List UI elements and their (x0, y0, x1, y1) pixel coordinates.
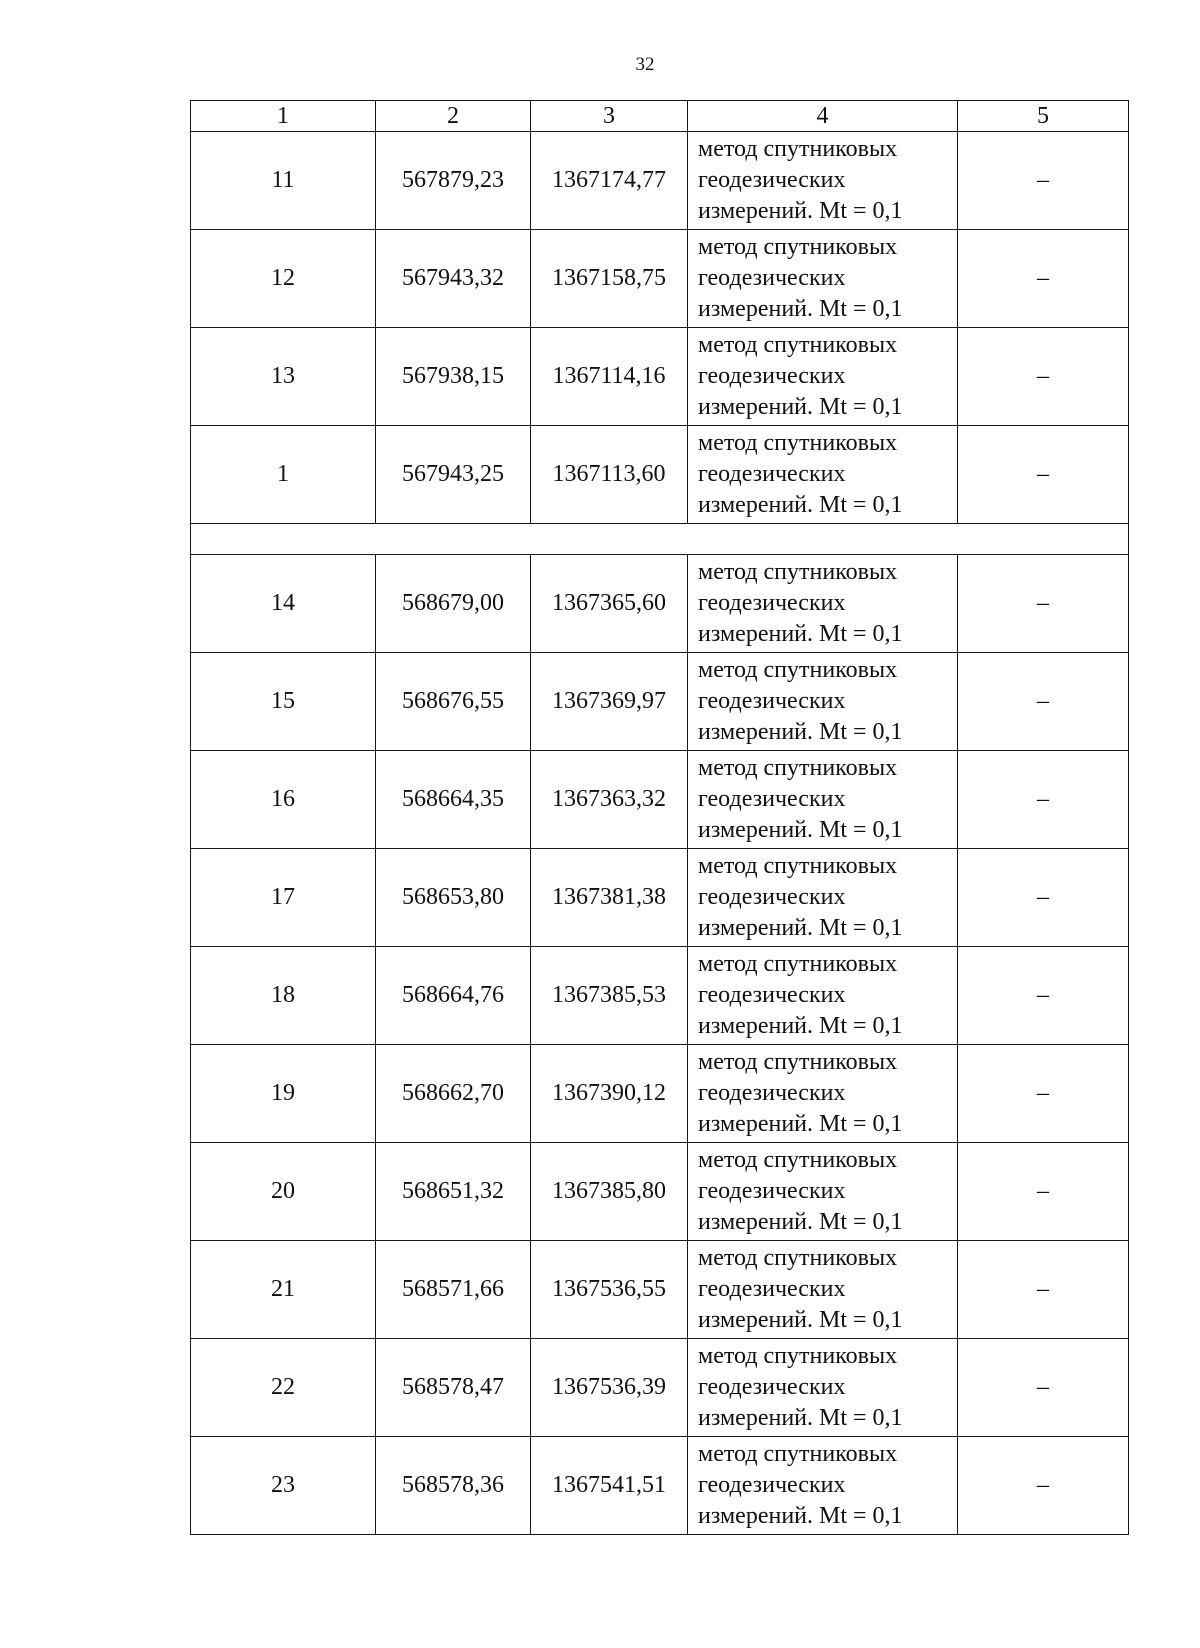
method-cell (688, 555, 958, 653)
x-coordinate-cell: 568664,76 (376, 947, 531, 1045)
x-coordinate-cell: 568662,70 (376, 1045, 531, 1143)
method-cell (688, 751, 958, 849)
method-line: измерений. Mt = 0,1 (698, 1503, 903, 1529)
y-coordinate-cell: 1367369,97 (531, 653, 688, 751)
description-cell: – (958, 849, 1129, 947)
method-line: метод спутниковых (698, 1441, 898, 1467)
method-cell (688, 328, 958, 426)
column-header-5: 5 (958, 101, 1129, 132)
column-header-4: 4 (688, 101, 958, 132)
description-cell: – (958, 947, 1129, 1045)
x-coordinate-cell: 568664,35 (376, 751, 531, 849)
method-line: геодезических (698, 1178, 846, 1204)
method-line: метод спутниковых (698, 755, 898, 781)
table-row (191, 230, 1129, 328)
method-line: геодезических (698, 363, 846, 389)
method-cell (688, 653, 958, 751)
method-line: метод спутниковых (698, 234, 898, 260)
y-coordinate-cell: 1367385,53 (531, 947, 688, 1045)
y-coordinate-cell: 1367381,38 (531, 849, 688, 947)
method-line: измерений. Mt = 0,1 (698, 1405, 903, 1431)
description-cell: – (958, 1241, 1129, 1339)
method-line: измерений. Mt = 0,1 (698, 198, 903, 224)
table-row (191, 1143, 1129, 1241)
point-number-cell: 23 (191, 1437, 376, 1535)
point-number-cell: 16 (191, 751, 376, 849)
table-row (191, 1437, 1129, 1535)
description-cell: – (958, 751, 1129, 849)
table-row (191, 132, 1129, 230)
method-line: геодезических (698, 786, 846, 812)
x-coordinate-cell: 568578,36 (376, 1437, 531, 1535)
method-line: геодезических (698, 167, 846, 193)
point-number-cell: 20 (191, 1143, 376, 1241)
x-coordinate-cell: 567943,25 (376, 426, 531, 524)
description-cell: – (958, 653, 1129, 751)
method-line: измерений. Mt = 0,1 (698, 719, 903, 745)
method-line: геодезических (698, 1374, 846, 1400)
table-row (191, 947, 1129, 1045)
y-coordinate-cell: 1367390,12 (531, 1045, 688, 1143)
point-number-cell: 14 (191, 555, 376, 653)
description-cell: – (958, 1339, 1129, 1437)
table-row (191, 555, 1129, 653)
method-cell (688, 230, 958, 328)
method-line: метод спутниковых (698, 1245, 898, 1271)
x-coordinate-cell: 567879,23 (376, 132, 531, 230)
y-coordinate-cell: 1367114,16 (531, 328, 688, 426)
column-header-1: 1 (191, 101, 376, 132)
method-line: геодезических (698, 590, 846, 616)
column-header-2: 2 (376, 101, 531, 132)
method-line: метод спутниковых (698, 332, 898, 358)
point-number-cell: 11 (191, 132, 376, 230)
group-separator (191, 524, 1129, 555)
method-line: метод спутниковых (698, 1049, 898, 1075)
point-number-cell: 13 (191, 328, 376, 426)
blank-separator-cell (191, 524, 1129, 555)
method-line: метод спутниковых (698, 853, 898, 879)
method-cell (688, 132, 958, 230)
x-coordinate-cell: 568571,66 (376, 1241, 531, 1339)
method-cell (688, 849, 958, 947)
y-coordinate-cell: 1367365,60 (531, 555, 688, 653)
table-row (191, 653, 1129, 751)
method-cell (688, 1045, 958, 1143)
point-number-cell: 15 (191, 653, 376, 751)
method-line: измерений. Mt = 0,1 (698, 1209, 903, 1235)
method-line: измерений. Mt = 0,1 (698, 1013, 903, 1039)
table-row (191, 849, 1129, 947)
point-number-cell: 12 (191, 230, 376, 328)
method-line: метод спутниковых (698, 1343, 898, 1369)
y-coordinate-cell: 1367174,77 (531, 132, 688, 230)
x-coordinate-cell: 567938,15 (376, 328, 531, 426)
method-line: геодезических (698, 1276, 846, 1302)
table-row (191, 751, 1129, 849)
method-line: метод спутниковых (698, 1147, 898, 1173)
table-body-group-b (191, 555, 1129, 1535)
method-line: метод спутниковых (698, 430, 898, 456)
point-number-cell: 1 (191, 426, 376, 524)
point-number-cell: 17 (191, 849, 376, 947)
y-coordinate-cell: 1367536,55 (531, 1241, 688, 1339)
point-number-cell: 22 (191, 1339, 376, 1437)
method-cell (688, 1437, 958, 1535)
coordinates-table (190, 100, 1129, 1535)
x-coordinate-cell: 568679,00 (376, 555, 531, 653)
page-number: 32 (635, 54, 655, 75)
y-coordinate-cell: 1367536,39 (531, 1339, 688, 1437)
description-cell: – (958, 1045, 1129, 1143)
method-line: измерений. Mt = 0,1 (698, 296, 903, 322)
method-cell (688, 947, 958, 1045)
table-row (191, 1045, 1129, 1143)
x-coordinate-cell: 568578,47 (376, 1339, 531, 1437)
method-line: метод спутниковых (698, 559, 898, 585)
description-cell: – (958, 132, 1129, 230)
header-row (191, 101, 1129, 132)
point-number-cell: 21 (191, 1241, 376, 1339)
description-cell: – (958, 555, 1129, 653)
y-coordinate-cell: 1367541,51 (531, 1437, 688, 1535)
method-cell (688, 1143, 958, 1241)
method-cell (688, 426, 958, 524)
method-line: геодезических (698, 461, 846, 487)
column-header-3: 3 (531, 101, 688, 132)
table-row (191, 1339, 1129, 1437)
y-coordinate-cell: 1367158,75 (531, 230, 688, 328)
table-row (191, 328, 1129, 426)
method-line: геодезических (698, 884, 846, 910)
x-coordinate-cell: 568676,55 (376, 653, 531, 751)
method-line: геодезических (698, 1080, 846, 1106)
x-coordinate-cell: 567943,32 (376, 230, 531, 328)
table-body-group-a (191, 132, 1129, 524)
description-cell: – (958, 230, 1129, 328)
method-line: метод спутниковых (698, 951, 898, 977)
method-line: метод спутниковых (698, 136, 898, 162)
method-line: геодезических (698, 265, 846, 291)
method-line: геодезических (698, 982, 846, 1008)
point-number-cell: 19 (191, 1045, 376, 1143)
method-cell (688, 1241, 958, 1339)
method-line: геодезических (698, 688, 846, 714)
point-number-cell: 18 (191, 947, 376, 1045)
x-coordinate-cell: 568651,32 (376, 1143, 531, 1241)
method-line: геодезических (698, 1472, 846, 1498)
description-cell: – (958, 328, 1129, 426)
method-line: измерений. Mt = 0,1 (698, 915, 903, 941)
description-cell: – (958, 1437, 1129, 1535)
method-line: измерений. Mt = 0,1 (698, 492, 903, 518)
method-line: измерений. Mt = 0,1 (698, 394, 903, 420)
blank-separator-row (191, 524, 1129, 555)
method-line: измерений. Mt = 0,1 (698, 817, 903, 843)
description-cell: – (958, 426, 1129, 524)
method-line: метод спутниковых (698, 657, 898, 683)
method-cell (688, 1339, 958, 1437)
y-coordinate-cell: 1367385,80 (531, 1143, 688, 1241)
method-line: измерений. Mt = 0,1 (698, 1307, 903, 1333)
table-row (191, 1241, 1129, 1339)
table-row (191, 426, 1129, 524)
method-line: измерений. Mt = 0,1 (698, 1111, 903, 1137)
y-coordinate-cell: 1367113,60 (531, 426, 688, 524)
y-coordinate-cell: 1367363,32 (531, 751, 688, 849)
x-coordinate-cell: 568653,80 (376, 849, 531, 947)
description-cell: – (958, 1143, 1129, 1241)
method-line: измерений. Mt = 0,1 (698, 621, 903, 647)
